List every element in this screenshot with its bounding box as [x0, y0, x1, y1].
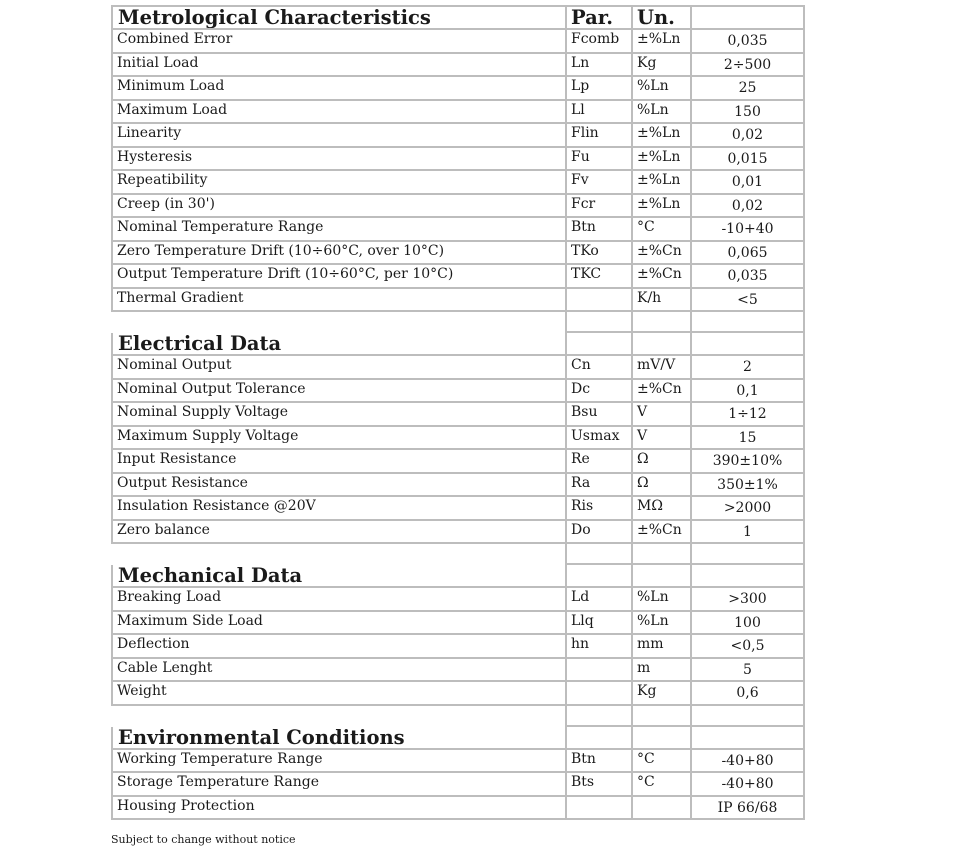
row-value: -40+80	[691, 772, 804, 796]
row-label: Cable Lenght	[112, 658, 566, 682]
row-unit: V	[632, 426, 691, 450]
row-parameter: Dc	[566, 379, 632, 403]
spacer-cell	[112, 543, 566, 564]
section-header-cell	[691, 564, 804, 587]
row-value: 0,015	[691, 147, 804, 171]
table-row	[112, 473, 804, 497]
row-value: 0,01	[691, 170, 804, 194]
row-parameter: Fu	[566, 147, 632, 171]
row-value: IP 66/68	[691, 796, 804, 820]
table-row	[112, 217, 804, 241]
row-unit: MΩ	[632, 496, 691, 520]
table-row	[112, 796, 804, 820]
column-header-un: Un.	[632, 6, 691, 29]
table-row	[112, 194, 804, 218]
spacer-cell	[566, 705, 632, 726]
row-label: Zero balance	[112, 520, 566, 544]
table-row	[112, 379, 804, 403]
row-label: Hysteresis	[112, 147, 566, 171]
row-parameter	[566, 658, 632, 682]
table-row	[112, 496, 804, 520]
row-value: <5	[691, 288, 804, 312]
row-value: >2000	[691, 496, 804, 520]
row-label: Housing Protection	[112, 796, 566, 820]
row-parameter: TKo	[566, 241, 632, 265]
row-parameter: Re	[566, 449, 632, 473]
section-title-environmental: Environmental Conditions	[112, 726, 566, 749]
row-unit: ±%Cn	[632, 241, 691, 265]
table-row	[112, 520, 804, 544]
spacer-cell	[691, 543, 804, 564]
spacer-cell	[112, 311, 566, 332]
table-row	[112, 123, 804, 147]
row-unit	[632, 796, 691, 820]
row-value: >300	[691, 587, 804, 611]
section-header-cell	[632, 564, 691, 587]
row-unit: K/h	[632, 288, 691, 312]
table-row	[112, 29, 804, 53]
row-label: Nominal Output	[112, 355, 566, 379]
row-label: Deflection	[112, 634, 566, 658]
row-unit: Ω	[632, 473, 691, 497]
section-spacer	[112, 705, 804, 726]
row-unit: °C	[632, 217, 691, 241]
row-unit: ±%Ln	[632, 29, 691, 53]
row-value: 350±1%	[691, 473, 804, 497]
table-row	[112, 772, 804, 796]
row-value: 0,065	[691, 241, 804, 265]
section-header-cell	[632, 726, 691, 749]
column-header-value	[691, 6, 804, 29]
row-label: Storage Temperature Range	[112, 772, 566, 796]
row-unit: ±%Ln	[632, 123, 691, 147]
row-label: Linearity	[112, 123, 566, 147]
row-label: Insulation Resistance @20V	[112, 496, 566, 520]
section-header-cell	[632, 332, 691, 355]
table-row	[112, 587, 804, 611]
row-parameter: TKC	[566, 264, 632, 288]
spec-table-body	[112, 6, 804, 819]
spacer-cell	[691, 311, 804, 332]
row-parameter: Lp	[566, 76, 632, 100]
row-parameter: Fv	[566, 170, 632, 194]
row-unit: ±%Ln	[632, 170, 691, 194]
row-label: Weight	[112, 681, 566, 705]
spec-sheet	[111, 5, 803, 820]
row-unit: %Ln	[632, 587, 691, 611]
table-row	[112, 634, 804, 658]
table-row	[112, 749, 804, 773]
row-parameter: Ld	[566, 587, 632, 611]
row-label: Output Temperature Drift (10÷60°C, per 10°C)	[112, 264, 566, 288]
row-parameter: Fcr	[566, 194, 632, 218]
row-parameter: Cn	[566, 355, 632, 379]
table-row	[112, 264, 804, 288]
row-label: Nominal Supply Voltage	[112, 402, 566, 426]
row-label: Breaking Load	[112, 587, 566, 611]
table-row	[112, 76, 804, 100]
row-value: 1÷12	[691, 402, 804, 426]
row-parameter	[566, 681, 632, 705]
row-value: <0,5	[691, 634, 804, 658]
table-row	[112, 681, 804, 705]
section-header-cell	[691, 726, 804, 749]
table-row	[112, 402, 804, 426]
row-value: 150	[691, 100, 804, 124]
row-parameter	[566, 796, 632, 820]
row-parameter: Bsu	[566, 402, 632, 426]
table-row	[112, 658, 804, 682]
row-label: Initial Load	[112, 53, 566, 77]
table-row	[112, 53, 804, 77]
row-value: -10+40	[691, 217, 804, 241]
row-value: -40+80	[691, 749, 804, 773]
row-label: Working Temperature Range	[112, 749, 566, 773]
spacer-cell	[566, 311, 632, 332]
row-parameter: Btn	[566, 749, 632, 773]
row-unit: %Ln	[632, 76, 691, 100]
spacer-cell	[691, 705, 804, 726]
row-unit: °C	[632, 772, 691, 796]
row-parameter: Do	[566, 520, 632, 544]
section-header-cell	[566, 332, 632, 355]
table-row	[112, 100, 804, 124]
footer-note: Subject to change without notice	[111, 833, 296, 846]
row-unit: %Ln	[632, 611, 691, 635]
row-unit: ±%Cn	[632, 264, 691, 288]
table-row	[112, 426, 804, 450]
spacer-cell	[112, 705, 566, 726]
table-row	[112, 355, 804, 379]
row-label: Maximum Supply Voltage	[112, 426, 566, 450]
row-value: 0,1	[691, 379, 804, 403]
row-label: Zero Temperature Drift (10÷60°C, over 10°C)	[112, 241, 566, 265]
row-parameter: Bts	[566, 772, 632, 796]
row-unit: mm	[632, 634, 691, 658]
row-label: Input Resistance	[112, 449, 566, 473]
row-label: Nominal Temperature Range	[112, 217, 566, 241]
spacer-cell	[632, 311, 691, 332]
row-value: 0,6	[691, 681, 804, 705]
row-label: Thermal Gradient	[112, 288, 566, 312]
row-unit: m	[632, 658, 691, 682]
section-title-metrological: Metrological Characteristics	[112, 6, 566, 29]
row-value: 2	[691, 355, 804, 379]
row-parameter: Flin	[566, 123, 632, 147]
row-unit: ±%Cn	[632, 379, 691, 403]
spacer-cell	[566, 543, 632, 564]
row-value: 15	[691, 426, 804, 450]
table-row	[112, 611, 804, 635]
row-label: Nominal Output Tolerance	[112, 379, 566, 403]
section-header-metrological	[112, 6, 804, 29]
row-unit: Ω	[632, 449, 691, 473]
section-header-mechanical	[112, 564, 804, 587]
row-parameter: Usmax	[566, 426, 632, 450]
table-row	[112, 449, 804, 473]
section-header-environmental	[112, 726, 804, 749]
section-title-mechanical: Mechanical Data	[112, 564, 566, 587]
section-header-electrical	[112, 332, 804, 355]
row-value: 1	[691, 520, 804, 544]
row-value: 25	[691, 76, 804, 100]
table-row	[112, 170, 804, 194]
row-label: Minimum Load	[112, 76, 566, 100]
row-unit: Kg	[632, 681, 691, 705]
section-header-cell	[566, 726, 632, 749]
row-value: 2÷500	[691, 53, 804, 77]
row-unit: %Ln	[632, 100, 691, 124]
row-label: Creep (in 30')	[112, 194, 566, 218]
row-unit: V	[632, 402, 691, 426]
table-row	[112, 147, 804, 171]
spacer-cell	[632, 705, 691, 726]
row-unit: °C	[632, 749, 691, 773]
row-label: Repeatibility	[112, 170, 566, 194]
row-value: 0,02	[691, 123, 804, 147]
row-parameter: Ll	[566, 100, 632, 124]
spacer-cell	[632, 543, 691, 564]
row-unit: ±%Cn	[632, 520, 691, 544]
row-label: Output Resistance	[112, 473, 566, 497]
row-parameter: Btn	[566, 217, 632, 241]
row-parameter: Ln	[566, 53, 632, 77]
row-parameter: hn	[566, 634, 632, 658]
section-spacer	[112, 311, 804, 332]
row-value: 0,02	[691, 194, 804, 218]
section-header-cell	[566, 564, 632, 587]
column-header-par: Par.	[566, 6, 632, 29]
spec-table	[111, 5, 805, 820]
section-spacer	[112, 543, 804, 564]
row-value: 0,035	[691, 29, 804, 53]
row-value: 5	[691, 658, 804, 682]
row-label: Maximum Load	[112, 100, 566, 124]
table-row	[112, 288, 804, 312]
row-value: 0,035	[691, 264, 804, 288]
row-value: 390±10%	[691, 449, 804, 473]
row-unit: mV/V	[632, 355, 691, 379]
row-unit: ±%Ln	[632, 194, 691, 218]
row-value: 100	[691, 611, 804, 635]
section-header-cell	[691, 332, 804, 355]
section-title-electrical: Electrical Data	[112, 332, 566, 355]
row-parameter: Ris	[566, 496, 632, 520]
row-parameter: Ra	[566, 473, 632, 497]
row-parameter: Llq	[566, 611, 632, 635]
row-parameter	[566, 288, 632, 312]
row-unit: ±%Ln	[632, 147, 691, 171]
row-label: Combined Error	[112, 29, 566, 53]
row-parameter: Fcomb	[566, 29, 632, 53]
row-unit: Kg	[632, 53, 691, 77]
row-label: Maximum Side Load	[112, 611, 566, 635]
table-row	[112, 241, 804, 265]
